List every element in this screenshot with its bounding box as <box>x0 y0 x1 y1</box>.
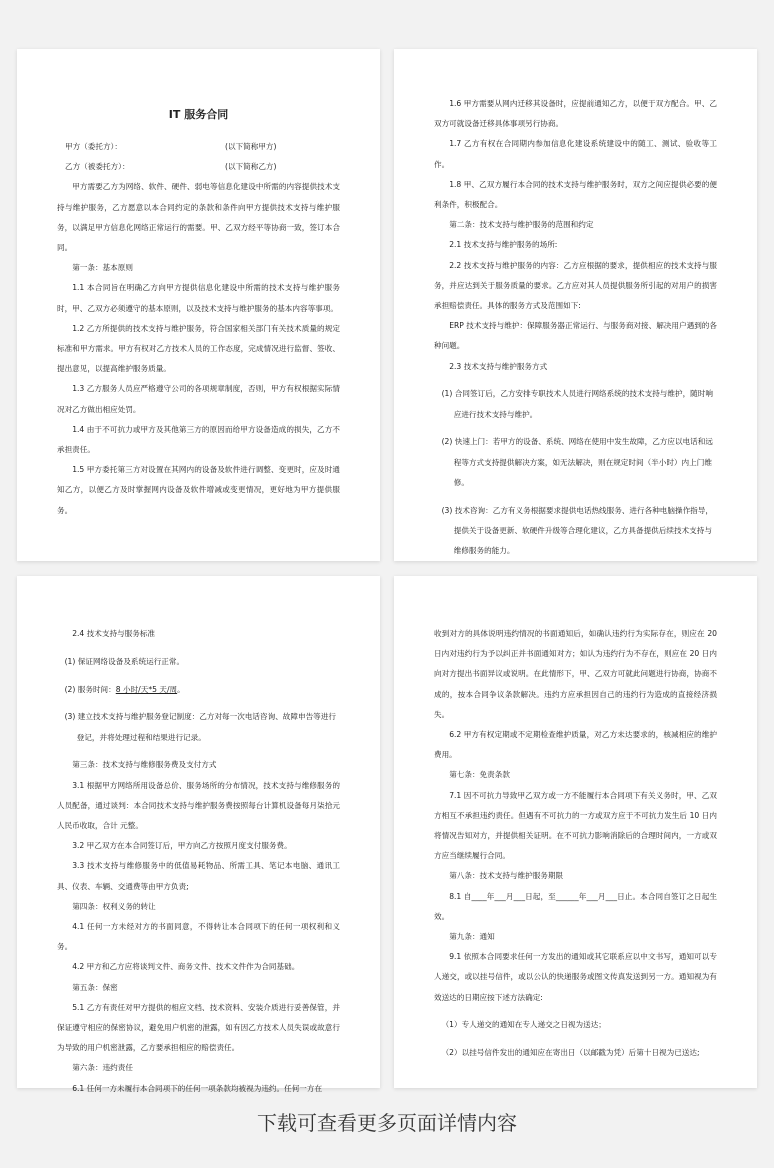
list-item: （2）以挂号信件发出的通知应在寄出日（以邮戳为凭）后第十日视为已送达; <box>441 1048 700 1058</box>
clause-9-1: 9.1 依照本合同要求任何一方发出的通知或其它联系应以中文书写，通知可以专人递交，或以挂号信件，或以公认的快递服务或图文传真发送到另一方。通知视为有效送达的日期应按下述方法确定: <box>434 952 717 1002</box>
clause-2-4: 2.4 技术支持与服务标准 <box>72 629 156 638</box>
article-4-heading: 第四条：权利义务的转让 <box>72 901 156 911</box>
clause-1-1: 1.1 本合同旨在明确乙方向甲方提供信息化建设中所需的技术支持与维护服务时，甲、乙双方必须遵守的基本原则，以及技术支持与维护服务的基本内容等事项。 <box>57 283 340 313</box>
clause-3-2: 3.2 甲乙双方在本合同签订后，甲方向乙方按照月度支付服务费。 <box>72 841 292 851</box>
document-title: IT 服务合同 <box>168 108 229 121</box>
article-5-heading: 第五条：保密 <box>72 982 118 992</box>
list-item: (3) 建立技术支持与维护服务登记制度：乙方对每一次电话咨询、故障申告等进行登记，并将处理过程和结果进行记录。 <box>64 712 336 742</box>
clause-1-8: 1.8 甲、乙双方履行本合同的技术支持与维护服务时，双方之间应提供必要的便利条件，积极配合。 <box>434 179 717 210</box>
clause-5-1: 5.1 乙方有责任对甲方提供的相应文档、技术资料、安装介质进行妥善保管，并保证遵守相应的保密协议，避免用户机密的泄露，如有因乙方技术人员失误或故意行为导致的用户机密泄露，乙方要承担相应的赔偿责任。 <box>57 1002 340 1053</box>
clause-8-1: 8.1 自____年___月___日起，至______年___月___日止。本合同自签订之日起生效。 <box>434 891 717 921</box>
list-item: (2) 快速上门：若甲方的设备、系统、网络在使用中发生故障，乙方应以电话和远程等方式支持提供解决方案，如无法解决，则在规定时间（半小时）内上门维修。 <box>441 437 713 487</box>
list-item: (1) 保证网络设备及系统运行正常。 <box>64 656 185 666</box>
article-6-heading: 第六条：违约责任 <box>72 1063 133 1073</box>
service-time-label: (2) 服务时间： <box>64 684 116 694</box>
clause-2-1: 2.1 技术支持与维护服务的场所: <box>449 240 558 250</box>
clause-2-3: 2.3 技术支持与维护服务方式 <box>449 361 548 371</box>
service-time-item <box>57 680 340 700</box>
document-page-1 <box>17 49 380 561</box>
service-time-value: 8 小时/天*5 天/周 <box>115 684 178 694</box>
service-time-end: 。 <box>177 684 185 694</box>
article-2-heading: 第二条：技术支持与维护服务的范围和约定 <box>449 220 594 230</box>
article-8-heading: 第八条：技术支持与维护服务期限 <box>449 871 564 881</box>
party-a-row <box>57 137 340 157</box>
clause-1-3: 1.3 乙方服务人员应严格遵守公司的各项规章制度，否则，甲方有权根据实际情况对乙方做出相应处罚。 <box>57 384 340 414</box>
party-b-note: (以下简称乙方) <box>225 162 277 172</box>
list-item: (1) 合同签订后，乙方安排专职技术人员进行网络系统的技术支持与维护，随时响应进行技术支持与维护。 <box>441 389 713 419</box>
document-page-4 <box>394 576 757 1088</box>
article-7-heading: 第七条：免责条款 <box>449 770 510 780</box>
clause-6-2: 6.2 甲方有权定期或不定期检查维护质量，对乙方未达要求的，核减相应的维护费用。 <box>434 730 717 760</box>
clause-2-2: 2.2 技术支持与维护服务的内容：乙方应根据的要求，提供相应的技术支持与服务，并应达到关于服务质量的要求。乙方应对其人员提供服务所引起的对用户的损害承担赔偿责任。具体的服务方式及范围如下: <box>434 260 717 311</box>
list-item: (3) 技术咨询：乙方有义务根据要求提供电话热线服务、进行各种电脑操作指导，提供关于设备更新、软硬件升级等合理化建议，乙方具备提供后续技术支持与维修服务的能力。 <box>441 505 713 556</box>
document-page-2 <box>394 49 757 561</box>
clause-6-1: 6.1 任何一方未履行本合同项下的任何一项条款均被视为违约。任何一方在 <box>72 1083 323 1093</box>
party-a-label: 甲方（委托方）： <box>65 142 122 151</box>
clause-7-1: 7.1 因不可抗力导致甲乙双方或一方不能履行本合同项下有关义务时，甲、乙双方相互不承担违约责任。但遇有不可抗力的一方或双方应于不可抗力发生后 10 日内将情况告知对方，并提供相关证明。在不可抗力影响消除后的合理时间内，一方或双方应当继续履行合同。 <box>434 790 717 861</box>
article-3-heading: 第三条：技术支持与维修服务费及支付方式 <box>72 760 217 770</box>
clause-4-1: 4.1 任何一方未经对方的书面同意，不得转让本合同项下的任何一项权利和义务。 <box>57 922 340 952</box>
clause-3-3: 3.3 技术支持与维修服务中的低值易耗物品、所需工具、笔记本电脑、通讯工具、仪表、车辆、交通费等由甲方负责; <box>57 861 340 891</box>
clause-6-1-continued: 收到对方的具体说明违约情况的书面通知后，如确认违约行为实际存在，则应在 20 日内对违约行为予以纠正并书面通知对方；如认为违约行为不存在，则应在 20 日内向对方提出书面异议或说明。在此情形下，甲、乙双方可就此问题进行协商，协商不成的，按本合同争议条款解决。违约方应承担因自己的违约行为造成的直接经济损失。 <box>434 629 717 719</box>
intro-paragraph: 甲方需要乙方为网络、软件、硬件、弱电等信息化建设中所需的内容提供技术支持与维护服务，乙方愿意以本合同约定的条款和条件向甲方提供技术支持与维护服务，以满足甲方信息化网络正常运行的需要。甲、乙双方经平等协商一致，签订本合同。 <box>57 182 340 253</box>
article-1-heading: 第一条：基本原则 <box>72 263 133 273</box>
download-more-caption: 下载可查看更多页面详情内容 <box>257 1111 517 1135</box>
article-9-heading: 第九条：通知 <box>449 932 495 942</box>
party-b-label: 乙方（被委托方）： <box>65 162 130 172</box>
clause-1-6: 1.6 甲方需要从网内迁移其设备时，应提前通知乙方，以便于双方配合。甲、乙双方可就设备迁移具体事项另行协商。 <box>434 99 717 129</box>
list-item: （1）专人递交的通知在专人递交之日视为送达； <box>441 1020 606 1030</box>
clause-1-4: 1.4 由于不可抗力或甲方及其他第三方的原因而给甲方设备造成的损失，乙方不承担责任。 <box>57 424 340 455</box>
erp-paragraph: ERP 技术支持与维护：保障服务器正常运行、与服务商对接、解决用户遇到的各种问题。 <box>434 321 717 351</box>
clause-3-1: 3.1 根据甲方网络所用设备总价、服务场所的分布情况，技术支持与维修服务的人员配备，通过谈判：本合同技术支持与维护服务费按照每台计算机设备每月柒拾元人民币收取，合计 元整。 <box>57 780 340 830</box>
party-b-row <box>57 157 340 177</box>
clause-1-7: 1.7 乙方有权在合同期内参加信息化建设系统建设中的随工、测试、验收等工作。 <box>434 139 717 169</box>
clause-1-5: 1.5 甲方委托第三方对设置在其网内的设备及软件进行调整、变更时，应及时通知乙方，以便乙方及时掌握网内设备及软件增减或变更情况，更好地为甲方提供服务。 <box>57 465 340 515</box>
clause-1-2: 1.2 乙方所提供的技术支持与维护服务，符合国家相关部门有关技术质量的规定标准和甲方需求。甲方有权对乙方技术人员的工作态度，完成情况进行监督、签收、提出意见，以提高维护服务质量。 <box>57 323 340 374</box>
party-a-note: (以下简称甲方) <box>225 142 277 151</box>
clause-4-2: 4.2 甲方和乙方应将谈判文件、商务文件、技术文件作为合同基础。 <box>72 962 300 972</box>
document-page-3 <box>17 576 380 1093</box>
